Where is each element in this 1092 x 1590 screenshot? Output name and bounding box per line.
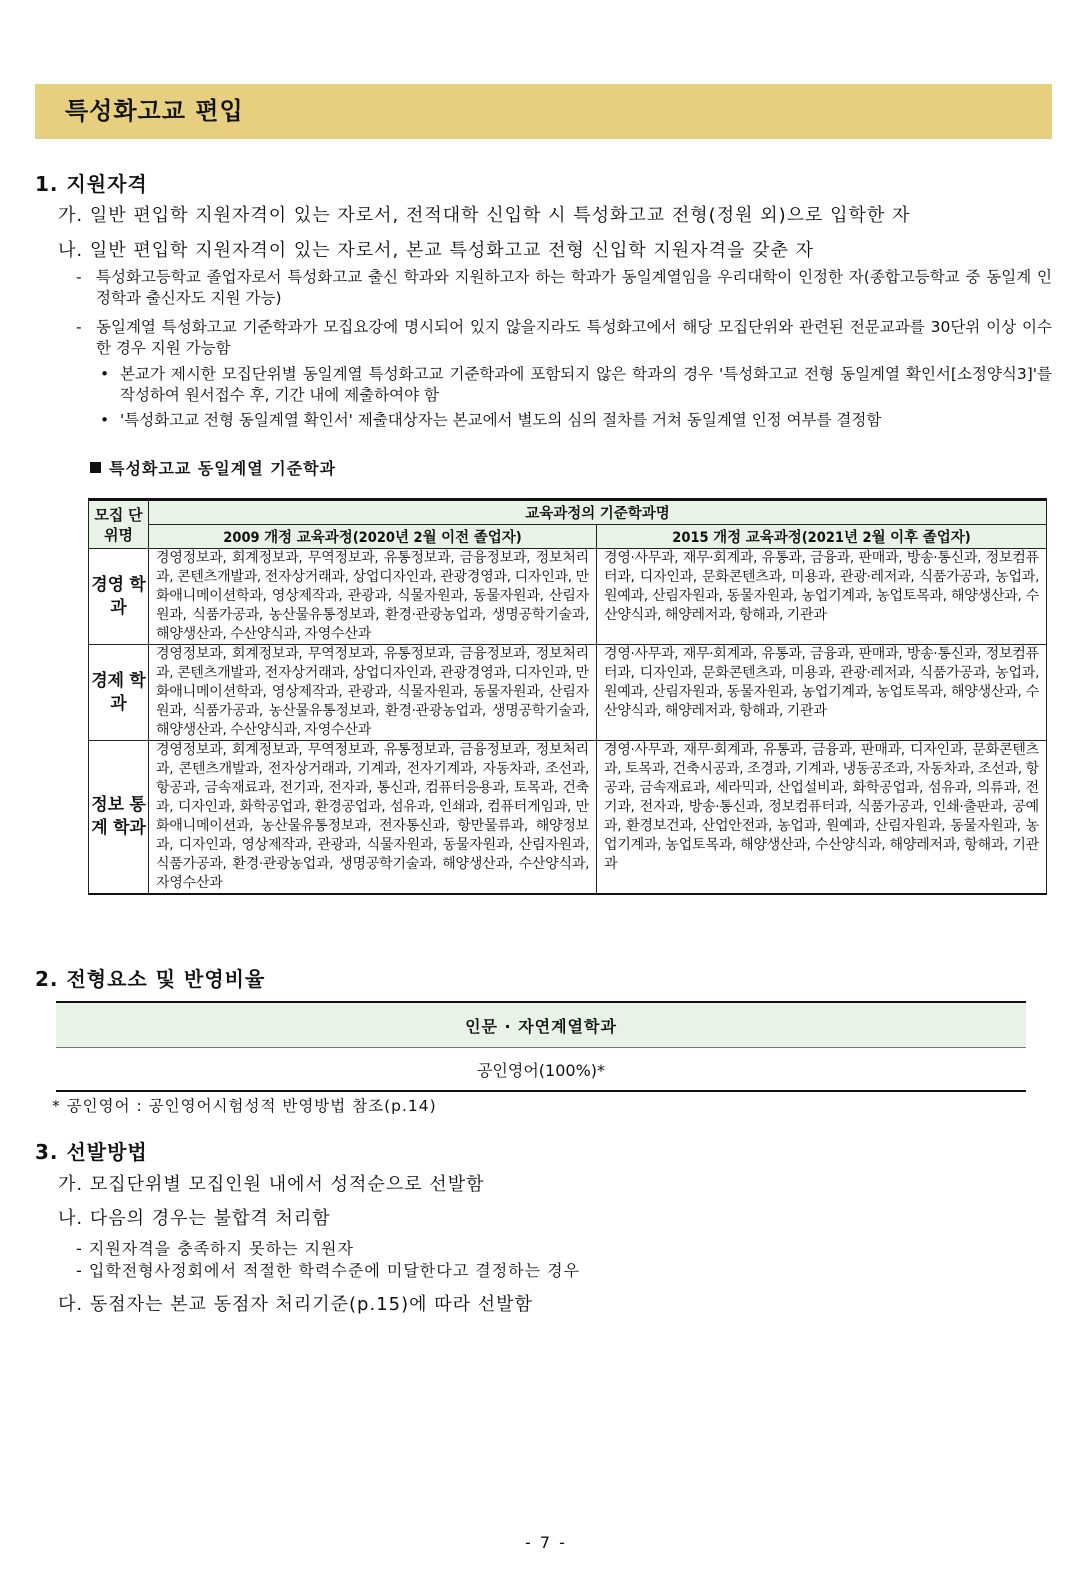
section3-item-da: 다. 동점자는 본교 동점자 처리기준(p.15)에 따라 선발함 [58,1294,533,1315]
header-unit: 모집 단위명 [89,500,149,549]
section1-bullet-1 [100,364,1052,406]
unit-cell: 정보 통계 학과 [89,741,149,895]
header-2015: 2015 개정 교육과정(2021년 2월 이후 졸업자) [597,525,1047,549]
bullet-text: 본교가 제시한 모집단위별 동일계열 특성화고교 기준학과에 포함되지 않은 학과의 경우 '특성화고교 전형 동일계열 확인서[소정양식3]'를 작성하여 원서접수 후, 기간 내에 제출하여야 함 [120,365,1052,404]
unit-cell: 경제 학과 [89,645,149,741]
dash-mark: - [76,268,82,286]
header-2009: 2009 개정 교육과정(2020년 2월 이전 졸업자) [149,525,597,549]
table-caption-text: 특성화고교 동일계열 기준학과 [109,459,337,478]
unit-cell: 경영 학과 [89,549,149,645]
dash-text: 특성화고등학교 졸업자로서 특성화고교 출신 학과와 지원하고자 하는 학과가 동일계열임을 우리대학이 인정한 자(종합고등학교 중 동일계 인정학과 출신자도 지원 가능) [96,268,1052,307]
header-group: 교육과정의 기준학과명 [149,500,1047,525]
list-2015-cell: 경영·사무과, 재무·회계과, 유통과, 금융과, 판매과, 디자인과, 문화콘텐츠과, 토목과, 건축시공과, 조경과, 기계과, 냉동공조과, 자동차과, 조선과, 항공과, 금속재료과, 세라믹과, 산업설비과, 화학공업과, 섬유과, 의류과, 전기과, 전자과, 방송·통신과, 정보컴퓨터과, 식품가공과, 인쇄·출판과, 공예과, 환경보건과, 산업안전과, 농업과, 원예과, 산림자원과, 동물자원과, 농업기계과, 농업토목과, 해양생산과, 수산양식과, 해양레저과, 항해과, 기관과 [597,741,1047,895]
table-row [89,741,1047,895]
section3-heading: 3. 선발방법 [35,1140,148,1164]
list-2009-cell: 경영정보과, 회계정보과, 무역정보과, 유통정보과, 금융정보과, 정보처리과, 콘텐츠개발과, 전자상거래과, 상업디자인과, 관광경영과, 디자인과, 만화애니메이션학과, 영상제작과, 관광과, 식물자원과, 동물자원과, 산림자원과, 식품가공과, 농산물유통정보과, 환경·관광농업과, 생명공학기술과, 해양생산과, 수산양식과, 자영수산과 [149,549,597,645]
section1-dash-2 [76,317,1052,359]
section3-dash-1: - 지원자격을 충족하지 못하는 지원자 [76,1239,354,1258]
section1-bullet-2 [100,410,1052,431]
list-2009-cell: 경영정보과, 회계정보과, 무역정보과, 유통정보과, 금융정보과, 정보처리과, 콘텐츠개발과, 전자상거래과, 기계과, 전자기계과, 자동차과, 조선과, 항공과, 금속재료과, 전기과, 전자과, 통신과, 컴퓨터응용과, 토목과, 건축과, 디자인과, 화학공업과, 환경공업과, 섬유과, 인쇄과, 컴퓨터게임과, 만화애니메이션과, 농산물유통정보과, 전자통신과, 항만물류과, 해양정보과, 디자인과, 영상제작과, 관광과, 식물자원과, 동물자원과, 산림자원과, 식품가공과, 환경·관광농업과, 생명공학기술과, 해양생산과, 수산양식과, 자영수산과 [149,741,597,895]
page-number: - 7 - [525,1533,567,1552]
bullet-mark: • [100,365,110,383]
standard-departments-table [88,498,1047,895]
section1-item-na: 나. 일반 편입학 지원자격이 있는 자로서, 본교 특성화고교 전형 신입학 지원자격을 갖춘 자 [58,240,815,261]
table-caption [90,456,336,479]
list-2015-cell: 경영·사무과, 재무·회계과, 유통과, 금융과, 판매과, 방송·통신과, 정보컴퓨터과, 디자인과, 문화콘텐츠과, 미용과, 관광·레저과, 식품가공과, 농업과, 원예과, 산림자원과, 동물자원과, 농업기계과, 농업토목과, 해양생산과, 수산양식과, 해양레저과, 항해과, 기관과 [597,645,1047,741]
table-subheader-row [89,525,1047,549]
section3-item-na: 나. 다음의 경우는 불합격 처리함 [58,1208,331,1229]
selection-ratio-table [56,1001,1026,1092]
section2-heading: 2. 전형요소 및 반영비율 [35,967,266,991]
list-2009-cell: 경영정보과, 회계정보과, 무역정보과, 유통정보과, 금융정보과, 정보처리과, 콘텐츠개발과, 전자상거래과, 상업디자인과, 관광경영과, 디자인과, 만화애니메이션학과, 영상제작과, 관광과, 식물자원과, 동물자원과, 산림자원과, 식품가공과, 농산물유통정보과, 환경·관광농업과, 생명공학기술과, 해양생산과, 수산양식과, 자영수산과 [149,645,597,741]
english-note: * 공인영어 : 공인영어시험성적 반영방법 참조(p.14) [52,1097,437,1115]
section3-item-ga: 가. 모집단위별 모집인원 내에서 성적순으로 선발함 [58,1174,485,1195]
selection-header: 인문 · 자연계열학과 [56,1002,1026,1048]
bullet-mark: • [100,411,110,429]
dash-mark: - [76,318,82,336]
section3-dash-2: - 입학전형사정회에서 적절한 학력수준에 미달한다고 결정하는 경우 [76,1261,581,1280]
section1-item-ga: 가. 일반 편입학 지원자격이 있는 자로서, 전적대학 신입학 시 특성화고교 전형(정원 외)으로 입학한 자 [58,205,911,226]
selection-value: 공인영어(100%)* [56,1048,1026,1092]
table-header-row [89,500,1047,525]
list-2015-cell: 경영·사무과, 재무·회계과, 유통과, 금융과, 판매과, 방송·통신과, 정보컴퓨터과, 디자인과, 문화콘텐츠과, 미용과, 관광·레저과, 식품가공과, 농업과, 원예과, 산림자원과, 동물자원과, 농업기계과, 농업토목과, 해양생산과, 수산양식과, 해양레저과, 항해과, 기관과 [597,549,1047,645]
table-row [89,549,1047,645]
dash-text: 동일계열 특성화고교 기준학과가 모집요강에 명시되어 있지 않을지라도 특성화고에서 해당 모집단위와 관련된 전문교과를 30단위 이상 이수한 경우 지원 가능함 [96,318,1052,357]
square-bullet-icon [90,462,101,473]
section1-dash-1 [76,267,1052,309]
bullet-text: '특성화고교 전형 동일계열 확인서' 제출대상자는 본교에서 별도의 심의 절차를 거쳐 동일계열 인정 여부를 결정함 [120,411,882,429]
section1-heading: 1. 지원자격 [35,172,148,196]
page-banner-title: 특성화고교 편입 [35,84,1052,139]
table-row [89,645,1047,741]
